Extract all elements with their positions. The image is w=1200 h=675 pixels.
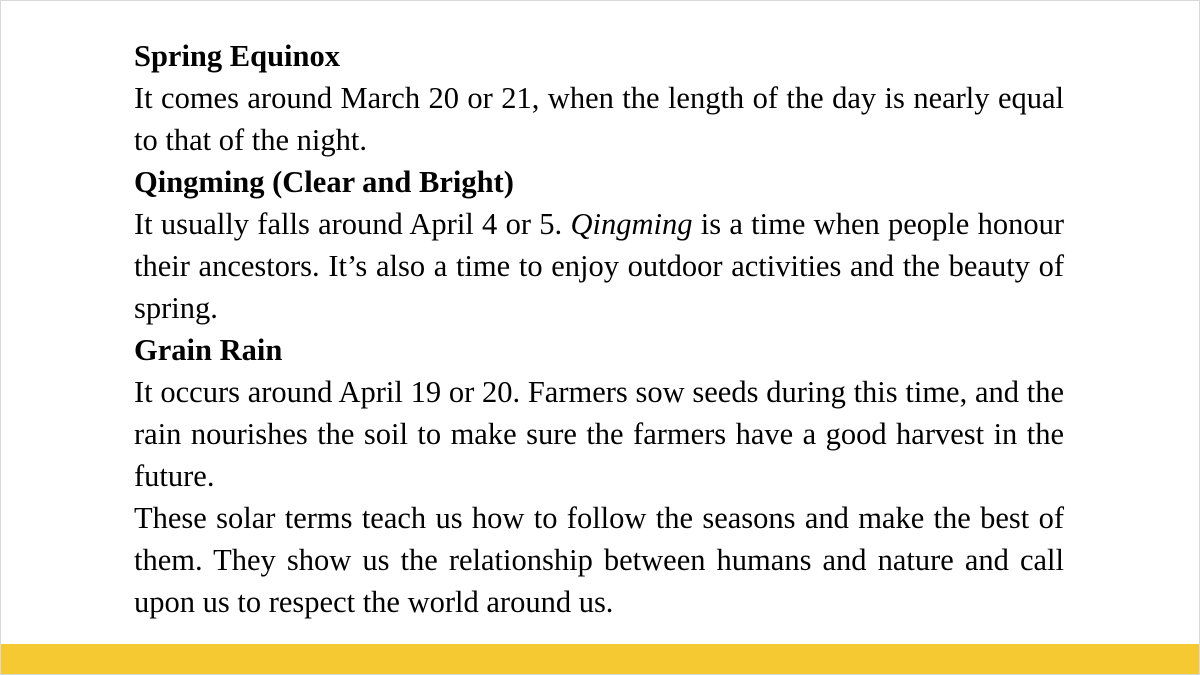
qingming-italic-term: Qingming [570,207,693,241]
section-heading-spring-equinox: Spring Equinox [134,39,340,73]
section-text-qingming [134,203,1064,329]
qingming-text-before: It usually falls around April 4 or 5. [134,207,571,241]
section-text-spring-equinox: It comes around March 20 or 21, when the length of the day is nearly equal to that of the night. [134,81,1064,157]
qingming-text-after: is a time when people honour their ancestors. It’s also a time to enjoy outdoor activities and the beauty of spring. [134,207,1065,325]
section-heading-grain-rain: Grain Rain [134,333,283,367]
section-heading-qingming: Qingming (Clear and Bright) [134,165,514,199]
section-text-grain-rain: It occurs around April 19 or 20. Farmers sow seeds during this time, and the rain nourishes the soil to make sure the farmers have a good harvest in the future. [134,375,1064,493]
slide-content [134,35,1064,623]
conclusion-text: These solar terms teach us how to follow the seasons and make the best of them. They show us the relationship between humans and nature and call upon us to respect the world around us. [134,501,1064,619]
accent-bar [1,644,1199,674]
